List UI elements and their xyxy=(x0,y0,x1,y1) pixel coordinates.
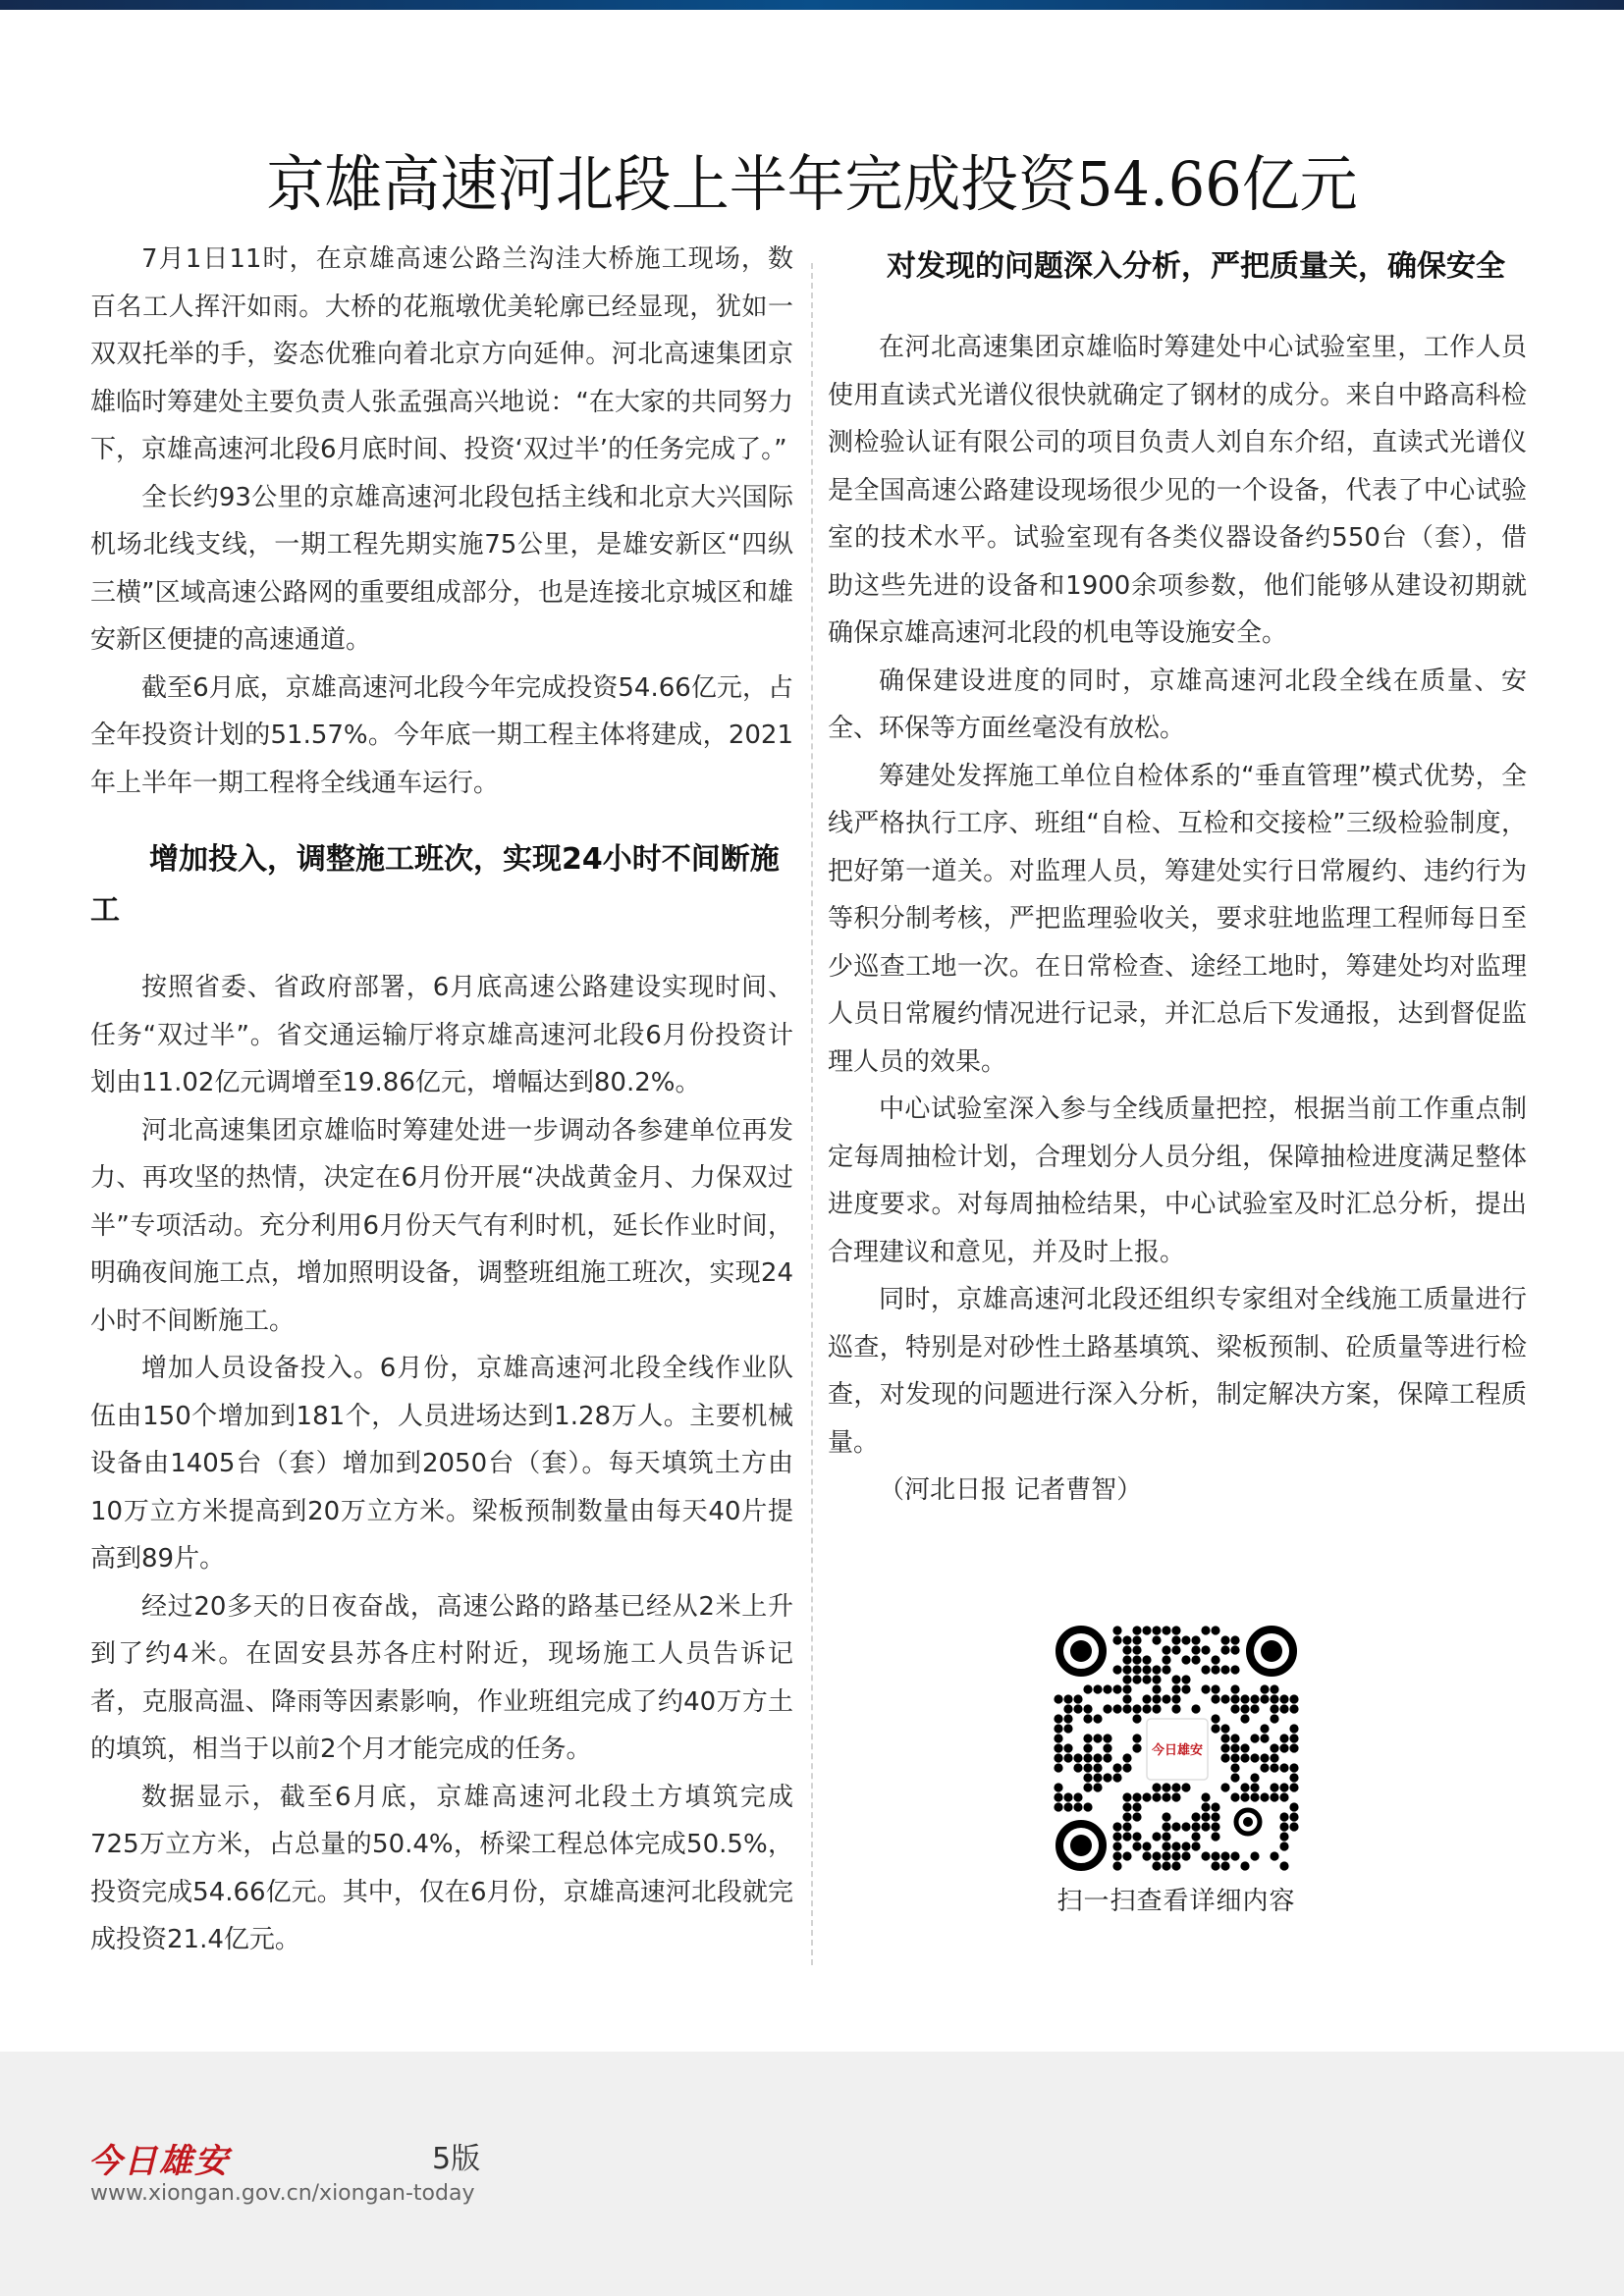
qr-module xyxy=(1054,1763,1062,1772)
qr-block xyxy=(1049,1626,1304,1917)
qr-module xyxy=(1201,1684,1210,1693)
qr-module xyxy=(1112,1665,1121,1674)
paragraph: 数据显示，截至6月底，京雄高速河北段土方填筑完成725万立方米，占总量的50.4%，桥梁工程总体完成50.5%，投资完成54.66亿元。其中，仅在6月份，京雄高速河北段就完成投资21.4亿元。 xyxy=(90,1782,793,1954)
qr-module xyxy=(1054,1792,1062,1801)
qr-module xyxy=(1112,1684,1121,1693)
qr-module xyxy=(1112,1822,1121,1831)
page-title: 京雄高速河北段上半年完成投资54.66亿元 xyxy=(266,147,1358,220)
qr-module xyxy=(1201,1822,1210,1831)
qr-module xyxy=(1152,1635,1161,1644)
qr-module xyxy=(1103,1704,1111,1713)
qr-module xyxy=(1211,1655,1219,1664)
qr-module xyxy=(1201,1851,1210,1860)
qr-module xyxy=(1112,1851,1121,1860)
qr-module xyxy=(1103,1734,1111,1742)
qr-module xyxy=(1162,1822,1170,1831)
qr-module xyxy=(1122,1684,1131,1693)
qr-module xyxy=(1103,1743,1111,1752)
qr-module xyxy=(1220,1645,1229,1654)
qr-module xyxy=(1152,1684,1161,1693)
qr-module xyxy=(1220,1734,1229,1742)
qr-module xyxy=(1250,1773,1259,1782)
qr-module xyxy=(1220,1635,1229,1644)
qr-module xyxy=(1270,1753,1278,1762)
qr-module xyxy=(1211,1861,1219,1870)
qr-module xyxy=(1240,1792,1249,1801)
qr-module xyxy=(1063,1802,1072,1811)
qr-module xyxy=(1211,1812,1219,1821)
qr-module xyxy=(1260,1694,1269,1703)
qr-module xyxy=(1122,1655,1131,1664)
qr-module xyxy=(1132,1832,1141,1841)
qr-module xyxy=(1073,1753,1082,1762)
qr-module xyxy=(1142,1626,1151,1634)
qr-module xyxy=(1260,1753,1269,1762)
qr-module xyxy=(1142,1694,1151,1703)
qr-module xyxy=(1220,1851,1229,1860)
qr-module xyxy=(1054,1694,1062,1703)
qr-module xyxy=(1260,1684,1269,1693)
qr-module xyxy=(1289,1743,1298,1752)
qr-module xyxy=(1181,1684,1190,1693)
qr-module xyxy=(1191,1822,1200,1831)
qr-module xyxy=(1142,1704,1151,1713)
qr-module xyxy=(1230,1635,1239,1644)
qr-module xyxy=(1054,1783,1062,1791)
qr-module xyxy=(1279,1832,1288,1841)
qr-module xyxy=(1122,1704,1131,1713)
qr-module xyxy=(1093,1763,1102,1772)
qr-module xyxy=(1220,1724,1229,1733)
qr-module xyxy=(1279,1734,1288,1742)
qr-module xyxy=(1122,1675,1131,1683)
qr-module xyxy=(1122,1665,1131,1674)
qr-module xyxy=(1171,1645,1180,1654)
qr-module xyxy=(1171,1626,1180,1634)
qr-module xyxy=(1279,1792,1288,1801)
qr-module xyxy=(1279,1743,1288,1752)
qr-module xyxy=(1073,1704,1082,1713)
qr-module xyxy=(1122,1694,1131,1703)
qr-module xyxy=(1083,1734,1092,1742)
qr-module xyxy=(1181,1635,1190,1644)
qr-module xyxy=(1103,1684,1111,1693)
qr-module xyxy=(1132,1675,1141,1683)
qr-module xyxy=(1250,1734,1259,1742)
qr-module xyxy=(1279,1812,1288,1821)
qr-module xyxy=(1063,1714,1072,1723)
qr-module xyxy=(1132,1626,1141,1634)
qr-module xyxy=(1220,1861,1229,1870)
qr-module xyxy=(1112,1763,1121,1772)
qr-module xyxy=(1240,1694,1249,1703)
qr-module xyxy=(1230,1851,1239,1860)
qr-module xyxy=(1122,1645,1131,1654)
qr-module xyxy=(1122,1822,1131,1831)
header-color-bar xyxy=(0,0,1624,10)
qr-module xyxy=(1132,1812,1141,1821)
qr-module xyxy=(1073,1802,1082,1811)
qr-module xyxy=(1122,1812,1131,1821)
qr-module xyxy=(1220,1694,1229,1703)
qr-module xyxy=(1201,1792,1210,1801)
qr-module xyxy=(1122,1753,1131,1762)
qr-module xyxy=(1171,1684,1180,1693)
qr-module xyxy=(1201,1626,1210,1634)
qr-module xyxy=(1201,1812,1210,1821)
qr-module xyxy=(1171,1851,1180,1860)
qr-module xyxy=(1162,1832,1170,1841)
qr-module xyxy=(1162,1812,1170,1821)
qr-module xyxy=(1270,1684,1278,1693)
footer-logo: 今日雄安 xyxy=(88,2142,230,2181)
qr-module xyxy=(1162,1665,1170,1674)
column-divider xyxy=(811,263,813,1965)
qr-module xyxy=(1171,1783,1180,1791)
footer-url-link[interactable]: www.xiongan.gov.cn/xiongan-today xyxy=(90,2181,475,2206)
qr-module xyxy=(1181,1822,1190,1831)
qr-module xyxy=(1211,1802,1219,1811)
qr-module xyxy=(1191,1812,1200,1821)
qr-module xyxy=(1230,1773,1239,1782)
qr-module xyxy=(1211,1724,1219,1733)
qr-module xyxy=(1171,1675,1180,1683)
qr-module xyxy=(1270,1783,1278,1791)
section-heading: 增加投入，调整施工班次，实现24小时不间断施工 xyxy=(90,842,780,928)
qr-module xyxy=(1201,1645,1210,1654)
qr-module xyxy=(1230,1753,1239,1762)
qr-module xyxy=(1211,1832,1219,1841)
qr-module xyxy=(1279,1842,1288,1850)
qr-caption: 扫一扫查看详细内容 xyxy=(1056,1887,1296,1916)
qr-module xyxy=(1063,1743,1072,1752)
qr-module xyxy=(1083,1773,1092,1782)
paragraph: 截至6月底，京雄高速河北段今年完成投资54.66亿元，占全年投资计划的51.57%。今年底一期工程主体将建成，2021年上半年一期工程将全线通车运行。 xyxy=(90,672,793,798)
qr-module xyxy=(1142,1792,1151,1801)
qr-module xyxy=(1211,1822,1219,1831)
qr-module xyxy=(1181,1842,1190,1850)
qr-module xyxy=(1152,1626,1161,1634)
qr-module xyxy=(1250,1783,1259,1791)
qr-module xyxy=(1289,1734,1298,1742)
qr-module xyxy=(1270,1714,1278,1723)
page-number: 5版 xyxy=(432,2142,481,2176)
qr-module xyxy=(1230,1694,1239,1703)
qr-module xyxy=(1181,1675,1190,1683)
qr-module xyxy=(1162,1861,1170,1870)
qr-module xyxy=(1270,1694,1278,1703)
qr-module xyxy=(1211,1665,1219,1674)
qr-module xyxy=(1073,1694,1082,1703)
qr-module xyxy=(1132,1714,1141,1723)
qr-module xyxy=(1162,1842,1170,1850)
paragraph: 经过20多天的日夜奋战，高速公路的路基已经从2米上升到了约4米。在固安县苏各庄村附近，现场施工人员告诉记者，克服高温、降雨等因素影响，作业班组完成了约40万方土的填筑，相当于以前2个月才能完成的任务。 xyxy=(90,1591,793,1764)
qr-code-icon[interactable] xyxy=(1054,1626,1299,1871)
qr-module xyxy=(1122,1832,1131,1841)
qr-module xyxy=(1181,1783,1190,1791)
qr-module xyxy=(1112,1704,1121,1713)
qr-module xyxy=(1250,1851,1259,1860)
qr-module xyxy=(1191,1655,1200,1664)
qr-module xyxy=(1220,1783,1229,1791)
qr-module xyxy=(1270,1792,1278,1801)
qr-module xyxy=(1240,1704,1249,1713)
qr-module xyxy=(1220,1665,1229,1674)
qr-module xyxy=(1230,1704,1239,1713)
qr-module xyxy=(1083,1684,1092,1693)
qr-module xyxy=(1171,1861,1180,1870)
qr-module xyxy=(1132,1655,1141,1664)
qr-module xyxy=(1063,1753,1072,1762)
qr-module xyxy=(1132,1635,1141,1644)
qr-module xyxy=(1152,1832,1161,1841)
qr-module xyxy=(1270,1851,1278,1860)
qr-module xyxy=(1191,1635,1200,1644)
qr-module xyxy=(1103,1773,1111,1782)
qr-module xyxy=(1122,1851,1131,1860)
qr-module xyxy=(1191,1832,1200,1841)
qr-module xyxy=(1112,1773,1121,1782)
qr-module xyxy=(1240,1714,1249,1723)
qr-module xyxy=(1171,1704,1180,1713)
qr-module xyxy=(1162,1792,1170,1801)
qr-module xyxy=(1122,1792,1131,1801)
qr-module xyxy=(1250,1704,1259,1713)
paragraph: 增加人员设备投入。6月份，京雄高速河北段全线作业队伍由150个增加到181个，人员进场达到1.28万人。主要机械设备由1405台（套）增加到2050台（套）。每天填筑土方由10万立方米提高到20万立方米。梁板预制数量由每天40片提高到89片。 xyxy=(90,1354,793,1574)
qr-module xyxy=(1211,1684,1219,1693)
qr-module xyxy=(1260,1734,1269,1742)
qr-module xyxy=(1171,1635,1180,1644)
qr-module xyxy=(1240,1753,1249,1762)
qr-module xyxy=(1122,1635,1131,1644)
qr-module xyxy=(1063,1792,1072,1801)
qr-module xyxy=(1152,1861,1161,1870)
qr-module xyxy=(1152,1694,1161,1703)
qr-module xyxy=(1063,1704,1072,1713)
qr-module xyxy=(1289,1822,1298,1831)
qr-module xyxy=(1073,1763,1082,1772)
qr-module xyxy=(1230,1743,1239,1752)
qr-module xyxy=(1083,1763,1092,1772)
qr-module xyxy=(1230,1792,1239,1801)
qr-module xyxy=(1230,1665,1239,1674)
article-right-column xyxy=(828,236,1527,1515)
qr-module xyxy=(1093,1773,1102,1782)
paragraph: 河北高速集团京雄临时筹建处进一步调动各参建单位再发力、再攻坚的热情，决定在6月份开展“决战黄金月、力保双过半”专项活动。充分利用6月份天气有利时机，延长作业时间，明确夜间施工点，增加照明设备，调整班组施工班次，实现24小时不间断施工。 xyxy=(90,1115,793,1336)
qr-module xyxy=(1162,1626,1170,1634)
qr-module xyxy=(1063,1694,1072,1703)
qr-module xyxy=(1093,1714,1102,1723)
qr-module xyxy=(1250,1694,1259,1703)
qr-module xyxy=(1230,1734,1239,1742)
qr-module xyxy=(1152,1783,1161,1791)
paragraph: 筹建处发挥施工单位自检体系的“垂直管理”模式优势，全线严格执行工序、班组“自检、互检和交接检”三级检验制度，把好第一道关。对监理人员，筹建处实行日常履约、违约行为等积分制考核，严把监理验收关，要求驻地监理工程师每日至少巡查工地一次。在日常检查、途经工地时，筹建处均对监理人员日常履约情况进行记录，并汇总后下发通报，达到督促监理人员的效果。 xyxy=(828,761,1527,1077)
qr-module xyxy=(1289,1802,1298,1811)
qr-module xyxy=(1279,1704,1288,1713)
qr-module xyxy=(1289,1694,1298,1703)
paragraph: 全长约93公里的京雄高速河北段包括主线和北京大兴国际机场北线支线，一期工程先期实施75公里，是雄安新区“四纵三横”区域高速公路网的重要组成部分，也是连接北京城区和雄安新区便捷的高速通道。 xyxy=(90,482,793,655)
qr-module xyxy=(1162,1645,1170,1654)
qr-module xyxy=(1054,1743,1062,1752)
qr-module xyxy=(1054,1734,1062,1742)
byline: （河北日报 记者曹智） xyxy=(879,1475,1143,1505)
qr-module xyxy=(1289,1763,1298,1772)
qr-module xyxy=(1260,1724,1269,1733)
qr-module xyxy=(1063,1724,1072,1733)
qr-module xyxy=(1279,1861,1288,1870)
qr-module xyxy=(1240,1743,1249,1752)
qr-module xyxy=(1054,1753,1062,1762)
qr-module xyxy=(1093,1783,1102,1791)
qr-module xyxy=(1240,1783,1249,1791)
qr-module xyxy=(1152,1792,1161,1801)
qr-module xyxy=(1191,1704,1200,1713)
qr-module xyxy=(1171,1694,1180,1703)
qr-module xyxy=(1162,1655,1170,1664)
qr-module xyxy=(1162,1694,1170,1703)
qr-module xyxy=(1211,1694,1219,1703)
qr-module xyxy=(1132,1842,1141,1850)
qr-module xyxy=(1279,1822,1288,1831)
qr-module xyxy=(1054,1714,1062,1723)
qr-module xyxy=(1191,1645,1200,1654)
qr-module xyxy=(1162,1851,1170,1860)
qr-module xyxy=(1083,1783,1092,1791)
qr-module xyxy=(1289,1724,1298,1733)
qr-module xyxy=(1171,1842,1180,1850)
qr-module xyxy=(1211,1626,1219,1634)
paragraph: 同时，京雄高速河北段还组织专家组对全线施工质量进行巡查，特别是对砂性土路基填筑、梁板预制、砼质量等进行检查，对发现的问题进行深入分析，制定解决方案，保障工程质量。 xyxy=(828,1285,1527,1458)
qr-module xyxy=(1289,1783,1298,1791)
qr-module xyxy=(1083,1753,1092,1762)
qr-module xyxy=(1250,1753,1259,1762)
qr-module xyxy=(1132,1704,1141,1713)
qr-module xyxy=(1191,1842,1200,1850)
qr-module xyxy=(1230,1645,1239,1654)
qr-module xyxy=(1142,1665,1151,1674)
qr-module xyxy=(1279,1783,1288,1791)
qr-module xyxy=(1054,1724,1062,1733)
qr-module xyxy=(1073,1792,1082,1801)
qr-module xyxy=(1181,1851,1190,1860)
qr-module xyxy=(1152,1675,1161,1683)
qr-module xyxy=(1289,1812,1298,1821)
qr-module xyxy=(1240,1861,1249,1870)
qr-module xyxy=(1083,1704,1092,1713)
qr-module xyxy=(1122,1802,1131,1811)
qr-module xyxy=(1289,1704,1298,1713)
qr-module xyxy=(1083,1743,1092,1752)
qr-module xyxy=(1250,1792,1259,1801)
qr-module xyxy=(1201,1665,1210,1674)
qr-module xyxy=(1211,1714,1219,1723)
qr-module xyxy=(1132,1665,1141,1674)
qr-module xyxy=(1132,1645,1141,1654)
qr-module xyxy=(1171,1792,1180,1801)
qr-module xyxy=(1152,1851,1161,1860)
paragraph: 确保建设进度的同时，京雄高速河北段全线在质量、安全、环保等方面丝毫没有放松。 xyxy=(828,666,1527,743)
qr-module xyxy=(1142,1655,1151,1664)
qr-module xyxy=(1083,1802,1092,1811)
qr-module xyxy=(1112,1842,1121,1850)
qr-module xyxy=(1201,1802,1210,1811)
qr-module xyxy=(1093,1734,1102,1742)
qr-module xyxy=(1122,1763,1131,1772)
qr-module xyxy=(1230,1763,1239,1772)
qr-module xyxy=(1171,1822,1180,1831)
qr-module xyxy=(1142,1675,1151,1683)
qr-module xyxy=(1220,1753,1229,1762)
qr-module xyxy=(1270,1743,1278,1752)
qr-module xyxy=(1162,1783,1170,1791)
qr-module xyxy=(1083,1714,1092,1723)
qr-module xyxy=(1260,1792,1269,1801)
qr-module xyxy=(1270,1763,1278,1772)
paragraph: 按照省委、省政府部署，6月底高速公路建设实现时间、任务“双过半”。省交通运输厅将京雄高速河北段6月份投资计划由11.02亿元调增至19.86亿元，增幅达到80.2%。 xyxy=(90,973,793,1097)
footer xyxy=(0,2052,1624,2296)
qr-module xyxy=(1279,1694,1288,1703)
qr-module xyxy=(1093,1753,1102,1762)
qr-module xyxy=(1211,1851,1219,1860)
qr-module xyxy=(1103,1753,1111,1762)
qr-module xyxy=(1112,1832,1121,1841)
qr-module xyxy=(1093,1684,1102,1693)
qr-module xyxy=(1152,1704,1161,1713)
qr-module xyxy=(1112,1635,1121,1644)
qr-center-logo: 今日雄安 xyxy=(1151,1743,1204,1758)
qr-module xyxy=(1260,1763,1269,1772)
paragraph: 在河北高速集团京雄临时筹建处中心试验室里，工作人员使用直读式光谱仪很快就确定了钢材的成分。来自中路高科检测检验认证有限公司的项目负责人刘自东介绍，直读式光谱仪是全国高速公路建设现场很少见的一个设备，代表了中心试验室的技术水平。试验室现有各类仪器设备约550台（套），借助这些先进的设备和1900余项参数，他们能够从建设初期就确保京雄高速河北段的机电等设施安全。 xyxy=(828,333,1527,648)
qr-module xyxy=(1054,1802,1062,1811)
section-heading: 对发现的问题深入分析，严把质量关，确保安全 xyxy=(887,249,1505,284)
qr-module xyxy=(1142,1842,1151,1850)
paragraph: 中心试验室深入参与全线质量把控，根据当前工作重点制定每周抽检计划，合理划分人员分组，保障抽检进度满足整体进度要求。对每周抽检结果，中心试验室及时汇总分析，提出合理建议和意见，并及时上报。 xyxy=(828,1095,1527,1267)
qr-module xyxy=(1220,1743,1229,1752)
paragraph: 7月1日11时，在京雄高速公路兰沟洼大桥施工现场，数百名工人挥汗如雨。大桥的花瓶墩优美轮廓已经显现，犹如一双双托举的手，姿态优雅向着北京方向延伸。河北高速集团京雄临时筹建处主要负责人张孟强高兴地说：“在大家的共同努力下，京雄高速河北段6月底时间、投资‘双过半’的任务完成了。” xyxy=(90,244,793,464)
qr-module xyxy=(1112,1861,1121,1870)
qr-module xyxy=(1289,1773,1298,1782)
qr-module xyxy=(1132,1743,1141,1752)
qr-module xyxy=(1279,1763,1288,1772)
qr-module xyxy=(1152,1665,1161,1674)
qr-module xyxy=(1181,1655,1190,1664)
qr-module xyxy=(1132,1802,1141,1811)
qr-module xyxy=(1270,1704,1278,1713)
qr-module xyxy=(1230,1684,1239,1693)
qr-module xyxy=(1132,1792,1141,1801)
qr-module xyxy=(1142,1851,1151,1860)
article-left-column xyxy=(90,236,793,1964)
qr-module xyxy=(1132,1734,1141,1742)
qr-module xyxy=(1112,1626,1121,1634)
